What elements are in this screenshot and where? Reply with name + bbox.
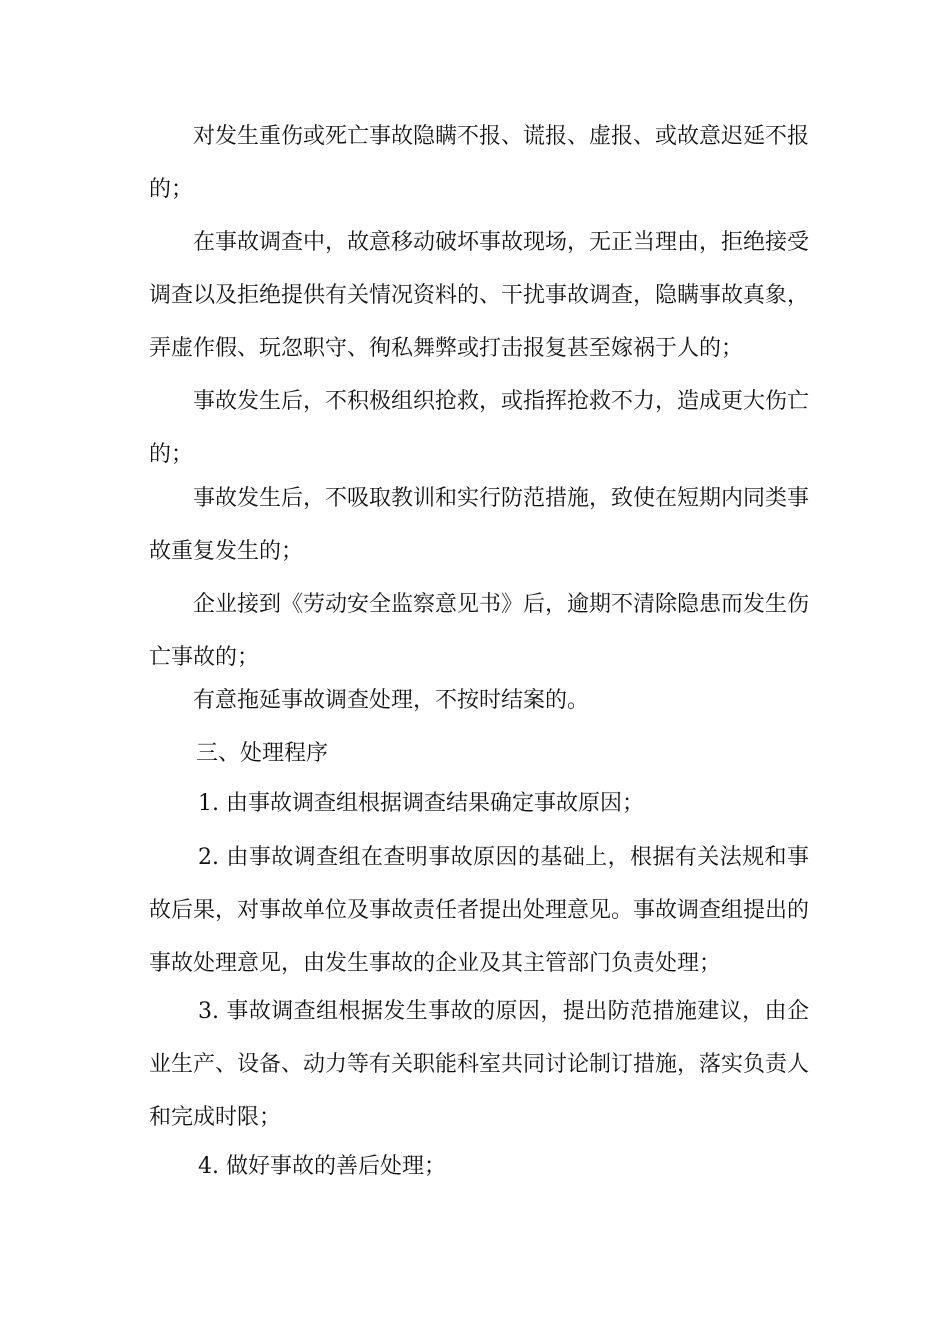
paragraph-concealment: 对发生重伤或死亡事故隐瞒不报、谎报、虚报、或故意迟延不报的； [149,124,810,202]
step-item-1: 1. 由事故调查组根据调查结果确定事故原因； [198,791,644,816]
paragraph-obstruct-investigation: 在事故调查中，故意移动破坏事故现场，无正当理由，拒绝接受调查以及拒绝提供有关情况资料的、干扰事故调查，隐瞒事故真象，弄虚作假、玩忽职守、徇私舞弊或打击报复甚至嫁祸于人的； [149,230,810,361]
paragraph-overdue-hazard: 企业接到《劳动安全监察意见书》后，逾期不清除隐患而发生伤亡事故的； [149,592,810,670]
step-item-4: 4. 做好事故的善后处理； [198,1154,446,1179]
paragraph-delay-closure: 有意拖延事故调查处理，不按时结案的。 [193,688,590,713]
section-heading: 三、处理程序 [196,741,329,766]
step-item-2: 2. 由事故调查组在查明事故原因的基础上，根据有关法规和事故后果，对事故单位及事故责任者提出处理意见。事故调查组提出的事故处理意见，由发生事故的企业及其主管部门负责处理； [149,845,810,976]
paragraph-repeat-accident: 事故发生后，不吸取教训和实行防范措施，致使在短期内同类事故重复发生的； [149,486,810,564]
step-item-3: 3. 事故调查组根据发生事故的原因，提出防范措施建议，由企业生产、设备、动力等有关职能科室共同讨论制订措施，落实负责人和完成时限； [149,999,810,1130]
paragraph-rescue-failure: 事故发生后，不积极组织抢救，或指挥抢救不力，造成更大伤亡的； [149,389,810,467]
